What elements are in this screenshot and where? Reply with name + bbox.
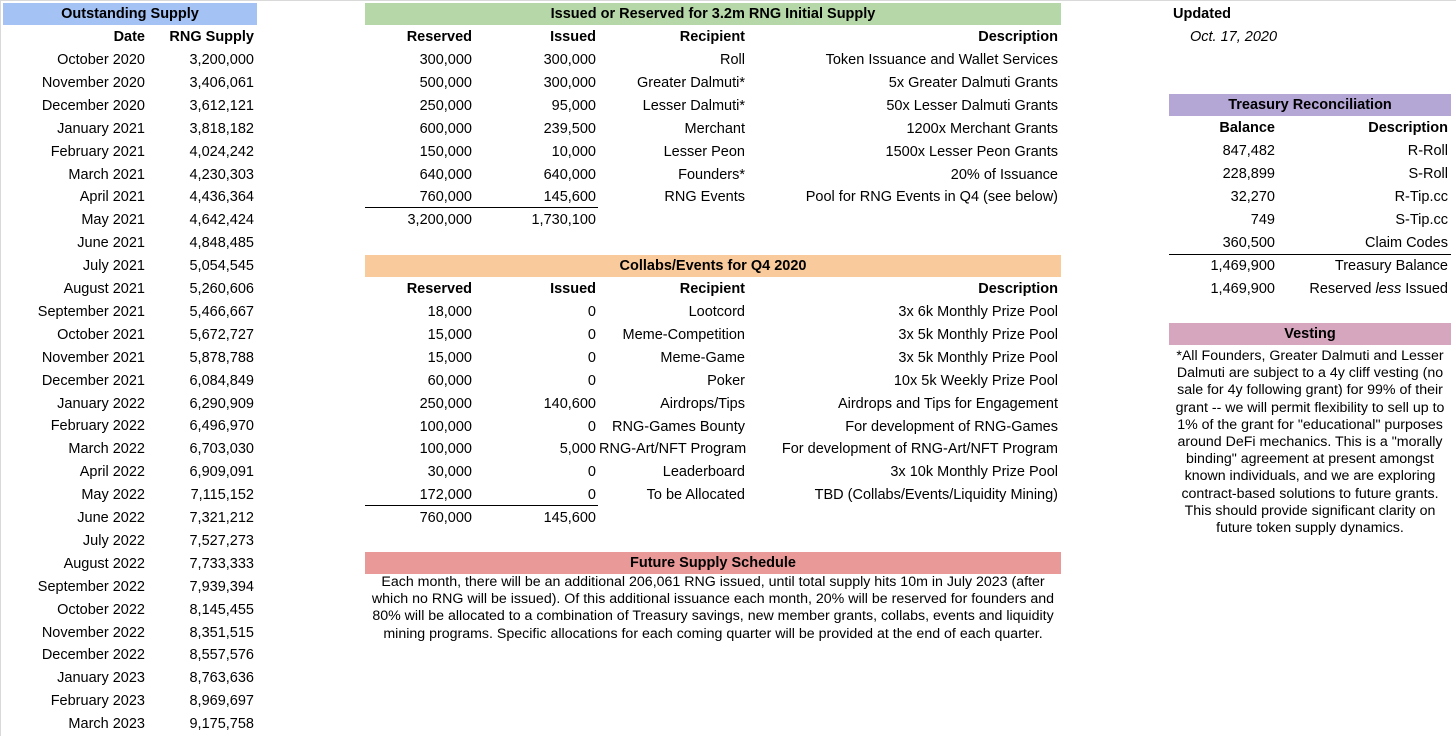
initial-recipient-cell[interactable]: Lesser Dalmuti* bbox=[642, 97, 745, 114]
supply-row bbox=[0, 599, 260, 622]
supply-value-cell[interactable]: 6,496,970 bbox=[189, 418, 254, 435]
supply-value-cell[interactable]: 8,557,576 bbox=[189, 647, 254, 664]
supply-date-cell[interactable]: November 2020 bbox=[41, 74, 145, 91]
collabs-recipient-cell[interactable]: Lootcord bbox=[688, 304, 745, 320]
initial-row bbox=[365, 186, 1061, 209]
collabs-reserved-cell[interactable]: 250,000 bbox=[419, 395, 472, 412]
supply-row bbox=[0, 644, 260, 667]
initial-reserved-cell[interactable]: 150,000 bbox=[419, 143, 472, 160]
supply-row bbox=[0, 622, 260, 645]
collabs-reserved-cell[interactable]: 100,000 bbox=[419, 418, 472, 435]
treasury-row bbox=[1169, 209, 1451, 232]
supply-row bbox=[0, 72, 260, 95]
initial-supply-title: Issued or Reserved for 3.2m RNG Initial Supply bbox=[550, 6, 876, 22]
outstanding-supply-title: Outstanding Supply bbox=[61, 6, 199, 22]
vesting-line: This should provide significant clarity on bbox=[1184, 502, 1436, 519]
collabs-issued-cell[interactable]: 0 bbox=[587, 304, 596, 320]
supply-value-cell[interactable]: 7,321,212 bbox=[189, 510, 254, 526]
treasury-balance-row bbox=[1169, 255, 1451, 278]
rng-supply-column-header[interactable]: RNG Supply bbox=[169, 29, 254, 45]
vesting-header bbox=[1169, 323, 1451, 345]
initial-issued-cell[interactable]: 10,000 bbox=[551, 143, 596, 160]
supply-value-cell[interactable]: 4,848,485 bbox=[189, 235, 254, 252]
supply-date-cell[interactable]: March 2021 bbox=[68, 166, 145, 183]
supply-date-cell[interactable]: October 2021 bbox=[57, 326, 145, 343]
supply-row bbox=[0, 530, 260, 553]
collabs-total-row bbox=[365, 507, 1061, 530]
supply-value-cell[interactable]: 7,115,152 bbox=[190, 487, 254, 504]
supply-date-cell[interactable]: July 2022 bbox=[82, 532, 145, 549]
collabs-reserved-cell[interactable]: 15,000 bbox=[427, 326, 472, 343]
supply-row bbox=[0, 370, 260, 393]
initial-supply-total-row bbox=[365, 209, 1061, 232]
treasury-balance-value[interactable]: 1,469,900 bbox=[1210, 258, 1275, 274]
supply-date-cell[interactable]: October 2022 bbox=[57, 601, 145, 618]
supply-value-cell[interactable]: 5,054,545 bbox=[189, 258, 254, 275]
collabs-description-cell[interactable]: 3x 5k Monthly Prize Pool bbox=[898, 326, 1058, 343]
collabs-description-cell[interactable]: Airdrops and Tips for Engagement bbox=[837, 395, 1058, 412]
initial-row bbox=[365, 164, 1061, 187]
supply-date-cell[interactable]: February 2021 bbox=[50, 143, 145, 160]
reserved-less-issued-row bbox=[1169, 278, 1451, 301]
collabs-row bbox=[365, 301, 1061, 324]
supply-row bbox=[0, 324, 260, 347]
collabs-issued-cell[interactable]: 0 bbox=[587, 326, 596, 343]
supply-value-cell[interactable]: 5,672,727 bbox=[189, 326, 254, 343]
supply-row bbox=[0, 438, 260, 461]
collabs-column-headers bbox=[365, 278, 1061, 301]
initial-reserved-cell[interactable]: 640,000 bbox=[419, 166, 472, 183]
collabs-total-rule bbox=[365, 505, 598, 506]
collabs-row bbox=[365, 347, 1061, 370]
supply-date-cell[interactable]: July 2021 bbox=[82, 258, 145, 275]
supply-date-cell[interactable]: March 2023 bbox=[68, 716, 145, 733]
supply-row bbox=[0, 713, 260, 736]
supply-row bbox=[0, 186, 260, 209]
collabs-reserved-cell[interactable]: 60,000 bbox=[427, 372, 472, 389]
updated-label[interactable]: Updated bbox=[1173, 6, 1231, 22]
supply-row bbox=[0, 164, 260, 187]
supply-row bbox=[0, 232, 260, 255]
initial-issued-cell[interactable]: 640,000 bbox=[543, 166, 596, 183]
supply-date-cell[interactable]: June 2022 bbox=[77, 510, 145, 526]
supply-row bbox=[0, 461, 260, 484]
vesting-title: Vesting bbox=[1284, 326, 1336, 342]
supply-date-cell[interactable]: August 2021 bbox=[63, 281, 145, 297]
collabs-recipient-cell[interactable]: Airdrops/Tips bbox=[660, 395, 745, 412]
supply-row bbox=[0, 95, 260, 118]
supply-value-cell[interactable]: 5,260,606 bbox=[189, 281, 254, 297]
initial-issued-cell[interactable]: 300,000 bbox=[543, 52, 596, 68]
treasury-row bbox=[1169, 232, 1451, 255]
initial-recipient-cell[interactable]: Merchant bbox=[684, 120, 745, 137]
initial-issued-cell[interactable]: 145,600 bbox=[543, 189, 596, 206]
initial-recipient-cell[interactable]: Roll bbox=[720, 52, 745, 68]
vesting-line: future token supply dynamics. bbox=[1216, 520, 1404, 537]
initial-description-cell[interactable]: Pool for RNG Events in Q4 (see below) bbox=[805, 189, 1058, 206]
collabs-recipient-column-header[interactable]: Recipient bbox=[679, 281, 745, 297]
supply-row bbox=[0, 415, 260, 438]
treasury-balance-label[interactable]: Treasury Balance bbox=[1334, 258, 1448, 274]
supply-date-cell[interactable]: May 2022 bbox=[81, 487, 145, 504]
supply-value-cell[interactable]: 3,818,182 bbox=[189, 120, 254, 137]
collabs-reserved-column-header[interactable]: Reserved bbox=[406, 281, 472, 297]
supply-value-cell[interactable]: 7,527,273 bbox=[189, 532, 254, 549]
initial-issued-cell[interactable]: 95,000 bbox=[551, 97, 596, 114]
initial-reserved-cell[interactable]: 300,000 bbox=[419, 52, 472, 68]
collabs-recipient-cell[interactable]: RNG-Games Bounty bbox=[612, 418, 745, 435]
supply-value-cell[interactable]: 5,466,667 bbox=[189, 303, 254, 320]
collabs-reserved-cell[interactable]: 18,000 bbox=[427, 304, 472, 320]
supply-value-cell[interactable]: 7,939,394 bbox=[189, 578, 254, 595]
outstanding-supply-column-headers bbox=[0, 26, 260, 49]
supply-row bbox=[0, 301, 260, 324]
balance-column-header[interactable]: Balance bbox=[1219, 120, 1275, 136]
initial-recipient-cell[interactable]: Lesser Peon bbox=[663, 143, 745, 160]
initial-issued-cell[interactable]: 300,000 bbox=[543, 74, 596, 91]
future-supply-title: Future Supply Schedule bbox=[630, 555, 796, 571]
future-supply-line: mining programs. Specific allocations for each coming quarter will be provided at the end of each quarter. bbox=[383, 625, 1043, 642]
issued-word: Issued bbox=[1401, 281, 1448, 297]
supply-date-cell[interactable]: January 2022 bbox=[57, 395, 145, 412]
collabs-issued-cell[interactable]: 0 bbox=[587, 372, 596, 389]
initial-total-issued[interactable]: 1,730,100 bbox=[531, 212, 596, 228]
vesting-line: Dalmuti are subject to a 4y cliff vesting (no bbox=[1176, 365, 1444, 382]
initial-recipient-cell[interactable]: Greater Dalmuti* bbox=[637, 74, 745, 91]
collabs-issued-cell[interactable]: 140,600 bbox=[543, 395, 596, 412]
treasury-row bbox=[1169, 186, 1451, 209]
future-supply-line: which no RNG will be issued). Of this additional issuance each month, 20% will be reserved for founders and bbox=[371, 591, 1055, 608]
supply-row bbox=[0, 278, 260, 301]
collabs-description-column-header[interactable]: Description bbox=[978, 281, 1058, 297]
supply-value-cell[interactable]: 8,351,515 bbox=[189, 624, 254, 641]
collabs-description-cell[interactable]: 10x 5k Weekly Prize Pool bbox=[893, 372, 1058, 389]
supply-value-cell[interactable]: 6,084,849 bbox=[189, 372, 254, 389]
supply-date-cell[interactable]: August 2022 bbox=[63, 555, 145, 572]
collabs-description-cell[interactable]: 3x 5k Monthly Prize Pool bbox=[898, 349, 1058, 366]
initial-supply-header bbox=[365, 3, 1061, 25]
collabs-issued-cell[interactable]: 0 bbox=[587, 418, 596, 435]
supply-date-cell[interactable]: September 2022 bbox=[37, 578, 145, 595]
treasury-reconciliation-header bbox=[1169, 94, 1451, 116]
reserved-column-header[interactable]: Reserved bbox=[406, 29, 472, 45]
initial-row bbox=[365, 118, 1061, 141]
treasury-description-column-header[interactable]: Description bbox=[1368, 120, 1448, 136]
treasury-balance-cell[interactable]: 32,270 bbox=[1230, 188, 1275, 205]
treasury-balance-cell[interactable]: 228,899 bbox=[1222, 165, 1275, 182]
treasury-row bbox=[1169, 163, 1451, 186]
supply-date-cell[interactable]: November 2021 bbox=[41, 349, 145, 366]
collabs-reserved-cell[interactable]: 15,000 bbox=[427, 349, 472, 366]
treasury-description-cell[interactable]: R-Roll bbox=[1407, 143, 1448, 159]
supply-date-cell[interactable]: October 2020 bbox=[57, 52, 145, 68]
supply-row bbox=[0, 667, 260, 690]
collabs-events-header bbox=[365, 255, 1061, 277]
collabs-description-cell[interactable]: 3x 10k Monthly Prize Pool bbox=[890, 464, 1058, 481]
supply-value-cell[interactable]: 3,200,000 bbox=[189, 52, 254, 68]
vesting-text[interactable] bbox=[1167, 348, 1453, 537]
future-supply-line: Each month, there will be an additional 206,061 RNG issued, until total supply hits 10m in July 2023 (after bbox=[381, 574, 1045, 590]
collabs-row bbox=[365, 324, 1061, 347]
supply-row bbox=[0, 484, 260, 507]
outstanding-supply-header bbox=[3, 3, 257, 25]
collabs-description-cell[interactable]: 3x 6k Monthly Prize Pool bbox=[898, 304, 1058, 320]
collabs-description-cell[interactable]: TBD (Collabs/Events/Liquidity Mining) bbox=[814, 487, 1058, 504]
supply-date-cell[interactable]: September 2021 bbox=[37, 303, 145, 320]
initial-row bbox=[365, 95, 1061, 118]
collabs-total-reserved[interactable]: 760,000 bbox=[419, 510, 472, 526]
initial-description-cell[interactable]: 1200x Merchant Grants bbox=[906, 120, 1058, 137]
supply-value-cell[interactable]: 6,909,091 bbox=[189, 464, 254, 481]
supply-row bbox=[0, 49, 260, 72]
collabs-recipient-cell[interactable]: Meme-Game bbox=[660, 349, 745, 366]
reserved-less-issued-label[interactable] bbox=[1279, 278, 1448, 301]
supply-row bbox=[0, 553, 260, 576]
initial-total-reserved[interactable]: 3,200,000 bbox=[407, 212, 472, 228]
supply-value-cell[interactable]: 6,290,909 bbox=[189, 395, 254, 412]
initial-reserved-cell[interactable]: 250,000 bbox=[419, 97, 472, 114]
vesting-line: grant -- we will permit flexibility to sell up to bbox=[1175, 399, 1445, 416]
supply-row bbox=[0, 576, 260, 599]
collabs-description-cell[interactable]: For development of RNG-Art/NFT Program bbox=[781, 441, 1058, 458]
initial-recipient-cell[interactable]: Founders* bbox=[678, 166, 745, 183]
date-column-header[interactable]: Date bbox=[113, 29, 145, 45]
initial-reserved-cell[interactable]: 600,000 bbox=[419, 120, 472, 137]
supply-date-cell[interactable]: December 2022 bbox=[41, 647, 145, 664]
supply-value-cell[interactable]: 8,763,636 bbox=[189, 670, 254, 687]
initial-total-rule bbox=[365, 207, 598, 208]
supply-row bbox=[0, 255, 260, 278]
collabs-row bbox=[365, 484, 1061, 507]
treasury-balance-cell[interactable]: 749 bbox=[1250, 211, 1275, 228]
initial-reserved-cell[interactable]: 760,000 bbox=[419, 189, 472, 206]
supply-date-cell[interactable]: April 2021 bbox=[79, 189, 145, 206]
vesting-line: binding" agreement at present amongst bbox=[1186, 451, 1434, 468]
supply-row bbox=[0, 347, 260, 370]
reserved-word: Reserved bbox=[1309, 281, 1376, 297]
supply-date-cell[interactable]: May 2021 bbox=[81, 212, 145, 229]
collabs-issued-cell[interactable]: 0 bbox=[587, 349, 596, 366]
recipient-column-header[interactable]: Recipient bbox=[679, 29, 745, 45]
treasury-description-cell[interactable]: S-Tip.cc bbox=[1395, 211, 1448, 228]
initial-reserved-cell[interactable]: 500,000 bbox=[419, 74, 472, 91]
collabs-issued-cell[interactable]: 5,000 bbox=[559, 441, 596, 458]
supply-date-cell[interactable]: December 2020 bbox=[41, 97, 145, 114]
collabs-issued-cell[interactable]: 0 bbox=[587, 464, 596, 481]
treasury-description-cell[interactable]: Claim Codes bbox=[1365, 234, 1448, 251]
supply-value-cell[interactable]: 4,230,303 bbox=[189, 166, 254, 183]
initial-description-cell[interactable]: 1500x Lesser Peon Grants bbox=[885, 143, 1058, 160]
collabs-row bbox=[365, 461, 1061, 484]
reserved-less-issued-value[interactable]: 1,469,900 bbox=[1210, 281, 1275, 297]
initial-row bbox=[365, 72, 1061, 95]
treasury-balance-cell[interactable]: 360,500 bbox=[1222, 234, 1275, 251]
collabs-row bbox=[365, 438, 1061, 461]
treasury-row bbox=[1169, 140, 1451, 163]
collabs-row bbox=[365, 416, 1061, 439]
initial-description-cell[interactable]: 5x Greater Dalmuti Grants bbox=[888, 74, 1058, 91]
treasury-balance-cell[interactable]: 847,482 bbox=[1222, 143, 1275, 159]
supply-value-cell[interactable]: 4,642,424 bbox=[189, 212, 254, 229]
supply-row bbox=[0, 118, 260, 141]
supply-value-cell[interactable]: 6,703,030 bbox=[189, 441, 254, 458]
collabs-issued-column-header[interactable]: Issued bbox=[550, 281, 596, 297]
collabs-row bbox=[365, 393, 1061, 416]
collabs-reserved-cell[interactable]: 30,000 bbox=[427, 464, 472, 481]
initial-description-cell[interactable]: Token Issuance and Wallet Services bbox=[825, 52, 1058, 68]
future-supply-header bbox=[365, 552, 1061, 574]
grid-top-border bbox=[0, 0, 1456, 1]
vesting-line: sale for 4y following grant) for 99% of their bbox=[1177, 382, 1443, 399]
supply-value-cell[interactable]: 3,406,061 bbox=[189, 74, 254, 91]
supply-date-cell[interactable]: January 2021 bbox=[57, 120, 145, 137]
supply-date-cell[interactable]: February 2022 bbox=[50, 418, 145, 435]
supply-date-cell[interactable]: June 2021 bbox=[77, 235, 145, 252]
supply-date-cell[interactable]: January 2023 bbox=[57, 670, 145, 687]
future-supply-text[interactable] bbox=[352, 574, 1074, 643]
supply-value-cell[interactable]: 5,878,788 bbox=[189, 349, 254, 366]
collabs-total-issued[interactable]: 145,600 bbox=[543, 510, 596, 526]
collabs-row bbox=[365, 370, 1061, 393]
collabs-recipient-cell[interactable]: Leaderboard bbox=[662, 464, 745, 481]
initial-recipient-cell[interactable]: RNG Events bbox=[664, 189, 745, 206]
supply-row bbox=[0, 141, 260, 164]
treasury-description-cell[interactable]: S-Roll bbox=[1408, 165, 1448, 182]
supply-row bbox=[0, 690, 260, 713]
collabs-recipient-cell[interactable]: To be Allocated bbox=[646, 487, 745, 504]
supply-row bbox=[0, 209, 260, 232]
supply-date-cell[interactable]: February 2023 bbox=[50, 693, 145, 710]
treasury-column-headers bbox=[1169, 117, 1451, 140]
updated-date[interactable]: Oct. 17, 2020 bbox=[1190, 29, 1278, 45]
supply-date-cell[interactable]: April 2022 bbox=[79, 464, 145, 481]
collabs-reserved-cell[interactable]: 172,000 bbox=[419, 487, 472, 504]
treasury-description-cell[interactable]: R-Tip.cc bbox=[1394, 188, 1448, 205]
vesting-line: contract-based solutions to future grants. bbox=[1181, 485, 1439, 502]
supply-value-cell[interactable]: 4,024,242 bbox=[189, 143, 254, 160]
collabs-events-title: Collabs/Events for Q4 2020 bbox=[619, 258, 807, 274]
vesting-line: known individuals, and we are exploring bbox=[1184, 468, 1436, 485]
issued-column-header[interactable]: Issued bbox=[550, 29, 596, 45]
initial-description-cell[interactable]: 50x Lesser Dalmuti Grants bbox=[886, 97, 1058, 114]
supply-row bbox=[0, 507, 260, 530]
collabs-description-cell[interactable]: For development of RNG-Games bbox=[845, 418, 1058, 435]
collabs-reserved-cell[interactable]: 100,000 bbox=[419, 441, 472, 458]
collabs-issued-cell[interactable]: 0 bbox=[587, 487, 596, 504]
collabs-recipient-cell[interactable]: Poker bbox=[707, 372, 745, 389]
collabs-recipient-cell[interactable]: Meme-Competition bbox=[622, 326, 745, 343]
supply-value-cell[interactable]: 8,969,697 bbox=[189, 693, 254, 710]
initial-supply-column-headers bbox=[365, 26, 1061, 49]
description-column-header[interactable]: Description bbox=[978, 29, 1058, 45]
initial-row bbox=[365, 49, 1061, 72]
treasury-reconciliation-title: Treasury Reconciliation bbox=[1228, 97, 1392, 113]
supply-date-cell[interactable]: December 2021 bbox=[41, 372, 145, 389]
supply-date-cell[interactable]: March 2022 bbox=[68, 441, 145, 458]
supply-date-cell[interactable]: November 2022 bbox=[41, 624, 145, 641]
vesting-line: 1% of the grant for "educational" purposes bbox=[1177, 416, 1443, 433]
supply-row bbox=[0, 393, 260, 416]
vesting-line: around DeFi mechanics. This is a "morally bbox=[1177, 434, 1443, 451]
future-supply-line: 80% will be allocated to a combination of Treasury savings, new member grants, collabs, events and liquidity bbox=[372, 608, 1054, 625]
collabs-recipient-cell[interactable]: RNG-Art/NFT Program bbox=[599, 441, 747, 458]
initial-issued-cell[interactable]: 239,500 bbox=[543, 120, 596, 137]
initial-description-cell[interactable]: 20% of Issuance bbox=[950, 166, 1058, 183]
supply-value-cell[interactable]: 4,436,364 bbox=[189, 189, 254, 206]
supply-value-cell[interactable]: 9,175,758 bbox=[189, 716, 254, 733]
vesting-line: *All Founders, Greater Dalmuti and Lesser bbox=[1176, 348, 1444, 364]
less-word: less bbox=[1375, 281, 1402, 297]
initial-row bbox=[365, 141, 1061, 164]
supply-value-cell[interactable]: 7,733,333 bbox=[189, 555, 254, 572]
supply-value-cell[interactable]: 3,612,121 bbox=[189, 97, 254, 114]
supply-value-cell[interactable]: 8,145,455 bbox=[189, 601, 254, 618]
